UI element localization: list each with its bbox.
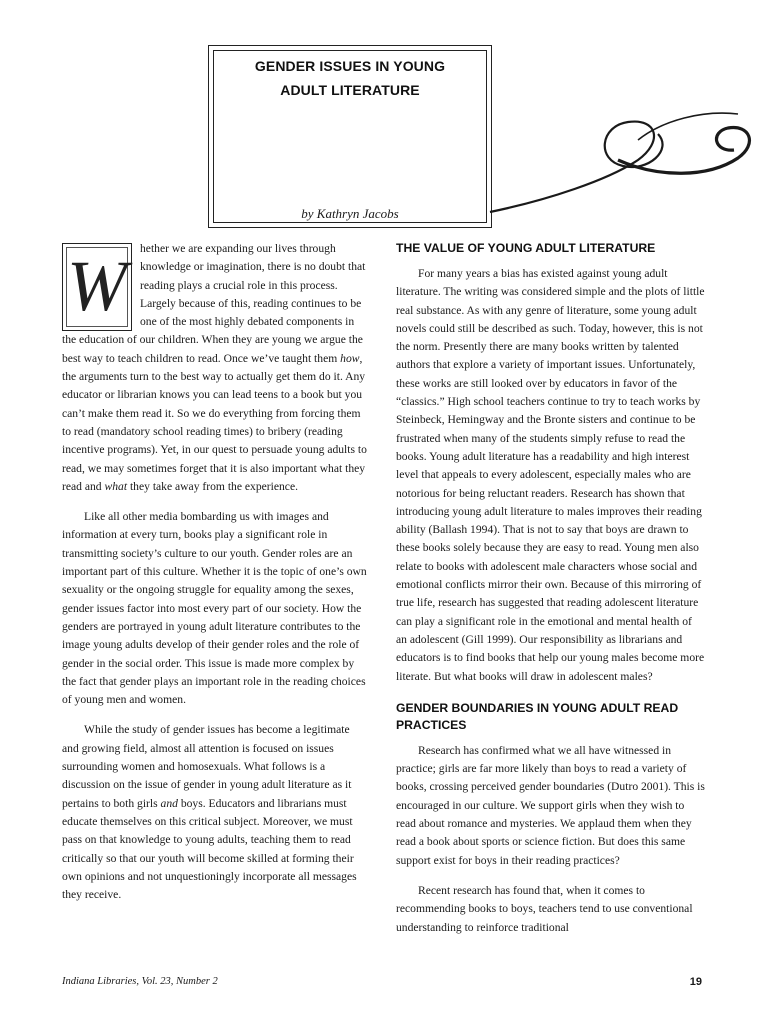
right-column <box>396 240 705 949</box>
article-title-line-1: GENDER ISSUES IN YOUNG <box>254 58 446 74</box>
section-heading: GENDER BOUNDARIES IN YOUNG ADULT READ PRACTICES <box>396 700 679 732</box>
paragraph: While the study of gender issues has become a legitimate and growing field, almost all attention is focused on issues surrounding women and homosexuals. What follows is a discussion on the issue of gender in young adult literature as it pertains to both girls and boys. Educators and librarians must educate themselves on this critical subject. Moreover, we must pass on that knowledge to young adults, teaching them to read critically so that our youth will become skilled at forming their own opinions and not unquestioningly incorporate all messages they receive. <box>62 723 357 902</box>
paragraph: For many years a bias has existed against young adult literature. The writing was considered simple and the plots of little real substance. As with any genre of literature, some young adult novels could still be described as such. Today, however, this is not the norm. Presently there are many books written by talented authors that explore a variety of important issues. Unfortunately, these works are still looked over by educators in favor of the “classics.” High school teachers continue to try to teach works by Steinbeck, Hemingway and the Bronte sisters and continue to be frustrated when many of the students simply refuse to read the books. Young adult literature has a readability and high interest level that appeals to every adolescent, especially males who are notorious for being reluctant readers. Research has shown that introducing young adult literature to males improves their reading ability (Ballash 1994). That is not to say that boys are drawn to these books solely because they are easy to read. Young men also relate to books with adolescent male characters whose social and emotional conflicts mirror their own. Because of this mirroring of true life, research has suggested that reading adolescent literature can play a significant role in the emotional and mental health of an adolescent (Gill 1999). Our responsibility as librarians and educators is to find books that help our young males become more literate. But what books will draw in adolescent males? <box>396 267 705 683</box>
drop-cap: W <box>62 243 132 331</box>
paragraph: Research has confirmed what we all have witnessed in practice; girls are far more likely than boys to read a variety of books, crossing perceived gender boundaries (Dutro 2001). This is encouraged in our culture. We support girls when they wish to read about romance and mysteries. We applaud them when they read a book about sports or science fiction. But does this same support exist for boys in their reading practices? <box>396 743 705 867</box>
decorative-flourish-icon <box>488 100 766 216</box>
author-byline: by Kathryn Jacobs <box>301 206 399 221</box>
section-heading: THE VALUE OF YOUNG ADULT LITERATURE <box>396 241 656 255</box>
left-column <box>62 240 367 916</box>
paragraph: Like all other media bombarding us with images and information at every turn, books play a significant role in transmitting society’s culture to our youth. Gender roles are an important part of this culture. Whether it is the topic of one’s own sexuality or the ongoing struggle for equality among the sexes, gender issues factor into most every part of our society. How the genders are portrayed in young adult literature contributes to the image young adults develop of their gender roles and the role of gender in the social order. This issue is made more complex by the fact that gender plays an important role in the reading choices of young men and women. <box>62 510 367 707</box>
intro-paragraph: W hether we are expanding our lives through knowledge or imagination, there is no doubt that reading plays a crucial role in this process. Largely because of this, reading continues to be one of the most highly debated components in the education of our children. When they are young we argue the best way to teach children to read. Once we’ve taught them how, the arguments turn to the best way to actually get them do it. Any educator or librarian knows you can lead teens to a book but you can’t make them read it. So we do everything from forcing them to read (mandatory school reading times) to bribery (reading incentive programs). Yet, in our quest to persuade young adults to read, we may sometimes forget that it is also important what they read and what they take away from the experience. <box>62 242 367 493</box>
paragraph: Recent research has found that, when it comes to recommending books to boys, teachers tend to use conventional understanding to reinforce traditional <box>396 883 693 934</box>
journal-footer: Indiana Libraries, Vol. 23, Number 2 <box>62 976 218 987</box>
page-number: 19 <box>689 976 702 988</box>
article-title-line-2: ADULT LITERATURE <box>280 82 420 98</box>
title-box <box>208 45 492 228</box>
